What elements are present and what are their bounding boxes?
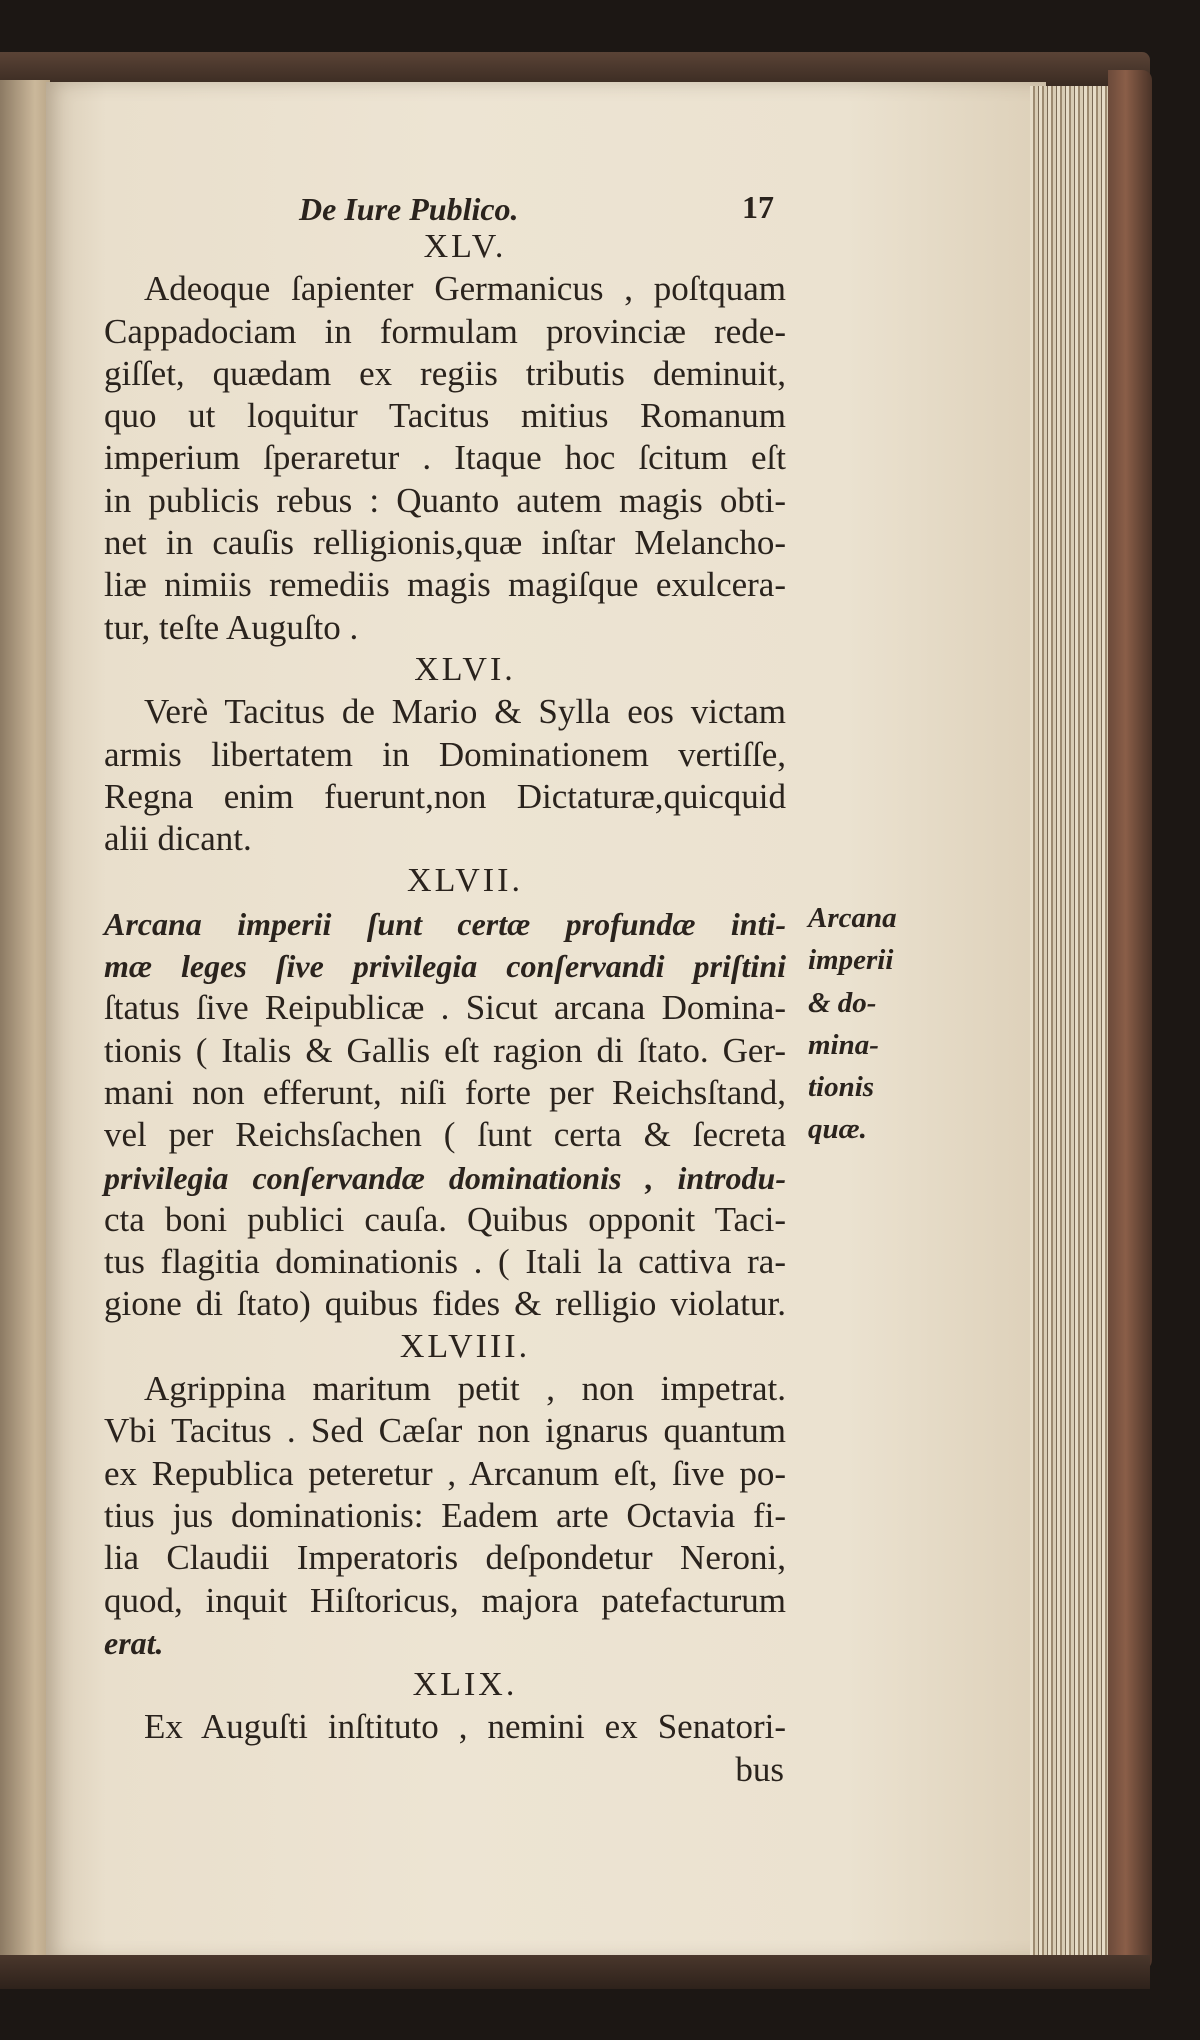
text-line: tionis ( Italis & Gallis eſt ragion di ſtato. Ger- [104,1030,786,1070]
text-line: liæ nimiis remediis magis magiſque exulcera- [104,565,786,605]
section-numeral: XLVII. [407,862,523,900]
text-line: Adeoque ſapienter Germanicus , poſtquam [144,269,786,309]
running-title: De Iure Publico. [299,191,519,227]
page-fore-edge [1030,86,1110,1966]
text-line: imperium ſperaretur . Itaque hoc ſcitum eſt [104,438,786,478]
text-block [104,184,786,1791]
marginal-note [808,897,928,1151]
paragraph [104,1706,786,1791]
book-cover-right [1108,70,1152,1970]
text-line: privilegia conſervandæ dominationis , introdu- [104,1159,786,1196]
text-line: Regna enim fuerunt,non Dictaturæ,quicquid [104,776,786,816]
paragraph [104,1368,786,1664]
text-line: quo ut loquitur Tacitus mitius Romanum [104,396,786,436]
margin-note-line: Arcana [808,902,897,934]
catchword: bus [735,1749,784,1789]
margin-note-line: imperii [808,944,894,977]
text-line: erat. [104,1624,164,1661]
text-line: Verè Tacitus de Mario & Sylla eos victam [144,692,786,732]
text-line: Cappadociam in formulam provinciæ rede- [104,311,786,351]
section-numeral: XLVI. [414,650,516,688]
text-line: ſtatus ſive Reipublicæ . Sicut arcana Domina- [104,988,786,1028]
text-line: lia Claudii Imperatoris deſpondetur Neroni, [104,1538,786,1578]
text-line: tius jus dominationis: Eadem arte Octavia fi- [104,1495,786,1535]
margin-note-line: tionis [808,1071,875,1104]
facing-page-edge [0,80,50,1970]
paragraph [104,268,786,649]
text-line: armis libertatem in Dominationem vertiſſe, [104,734,786,774]
section-numeral: XLV. [423,228,507,265]
running-header [104,184,786,226]
text-line: alii dicant. [104,819,252,859]
section-numeral: XLVIII. [399,1327,531,1365]
margin-note-line: mina- [808,1028,879,1061]
text-line: giſſet, quædam ex regiis tributis deminuit, [104,353,786,393]
book-cover-bottom [0,1955,1150,1989]
text-line: tus flagitia dominationis . ( Itali la cattiva ra- [104,1242,786,1282]
margin-note-line: quæ. [808,1113,867,1146]
text-line: net in cauſis relligionis,quæ inſtar Melancho- [104,523,786,563]
margin-note-line: & do- [808,986,877,1019]
text-line: ex Republica peteretur , Arcanum eſt, ſive po- [104,1453,786,1493]
text-line: mani non efferunt, niſi forte per Reichsſtand, [104,1072,786,1112]
paragraph [104,903,786,1326]
paragraph [104,691,786,860]
text-line: Vbi Tacitus . Sed Cæſar non ignarus quantum [104,1411,786,1451]
text-line: tur, teſte Auguſto . [104,607,359,647]
text-line: quod, inquit Hiſtoricus, majora patefacturum [104,1580,786,1620]
text-line: cta boni publici cauſa. Quibus opponit Taci- [104,1199,786,1239]
page-number: 17 [742,189,774,225]
text-line: Agrippina maritum petit , non impetrat. [144,1369,786,1409]
text-line: vel per Reichsſachen ( ſunt certa & ſecreta [104,1115,786,1155]
text-line: Ex Auguſti inſtituto , nemini ex Senatori- [144,1707,786,1747]
text-line: in publicis rebus : Quanto autem magis obti- [104,480,786,520]
text-line: mæ leges ſive privilegia conſervandi priſtini [104,948,786,985]
section-numeral: XLIX. [412,1666,518,1704]
book-cover-top [0,52,1150,86]
text-line: Arcana imperii ſunt certæ profundæ inti- [104,905,786,942]
text-line: gione di ſtato) quibus fides & relligio violatur. [104,1284,786,1324]
